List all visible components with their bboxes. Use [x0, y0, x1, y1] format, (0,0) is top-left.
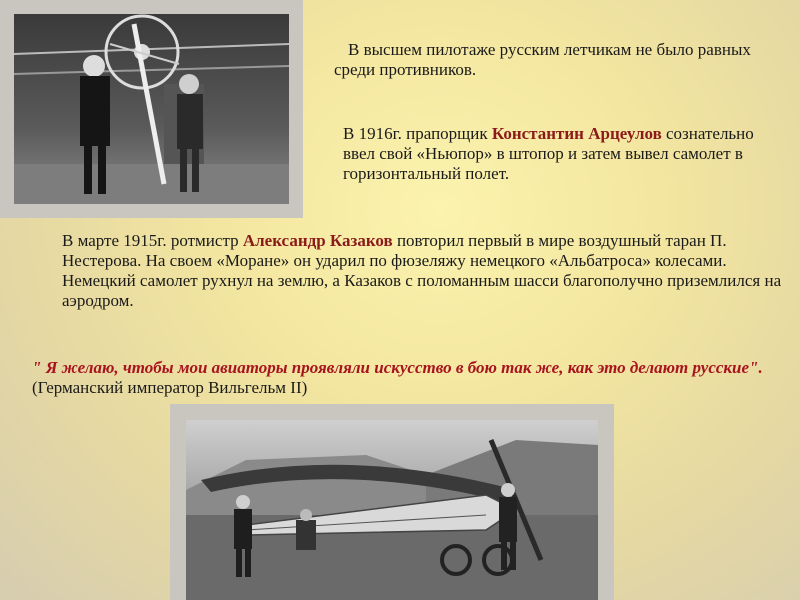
p1915-before: В марте 1915г. ротмистр	[62, 231, 243, 250]
intro-paragraph	[334, 40, 754, 80]
p1915-pilot-name: Александр Казаков	[242, 231, 393, 250]
p1916-pilot-name: Константин Арцеулов	[491, 124, 662, 143]
intro-text: В высшем пилотаже русским летчикам не было равных среди противников.	[334, 40, 751, 79]
photo-frame-bottom	[170, 404, 614, 600]
photo-morane-aircraft	[186, 420, 598, 600]
quote-text: " Я желаю, чтобы мои авиаторы проявляли искусство в бою так же, как это делают русские".	[32, 358, 763, 377]
p1916-after: сознательно ввел свой «Ньюпор» в штопор и затем вывел самолет в горизонтальный полет.	[343, 124, 754, 183]
paragraph-1915	[62, 231, 782, 311]
photo-frame-top	[0, 0, 303, 218]
p1916-before: В 1916г. прапорщик	[343, 124, 492, 143]
p1915-after: повторил первый в мире воздушный таран П. Нестерова. На своем «Моране» он ударил по фюзеляжу немецкого «Альбатроса» колесами. Немецкий самолет рухнул на землю, а Казаков с поломанным шасси благополучно приземлился на аэродром.	[62, 231, 782, 310]
photo-pilots-with-biplane	[14, 14, 289, 204]
quote-attribution: (Германский император Вильгельм II)	[32, 378, 308, 397]
kaiser-quote	[32, 358, 792, 398]
paragraph-1916	[343, 124, 783, 184]
